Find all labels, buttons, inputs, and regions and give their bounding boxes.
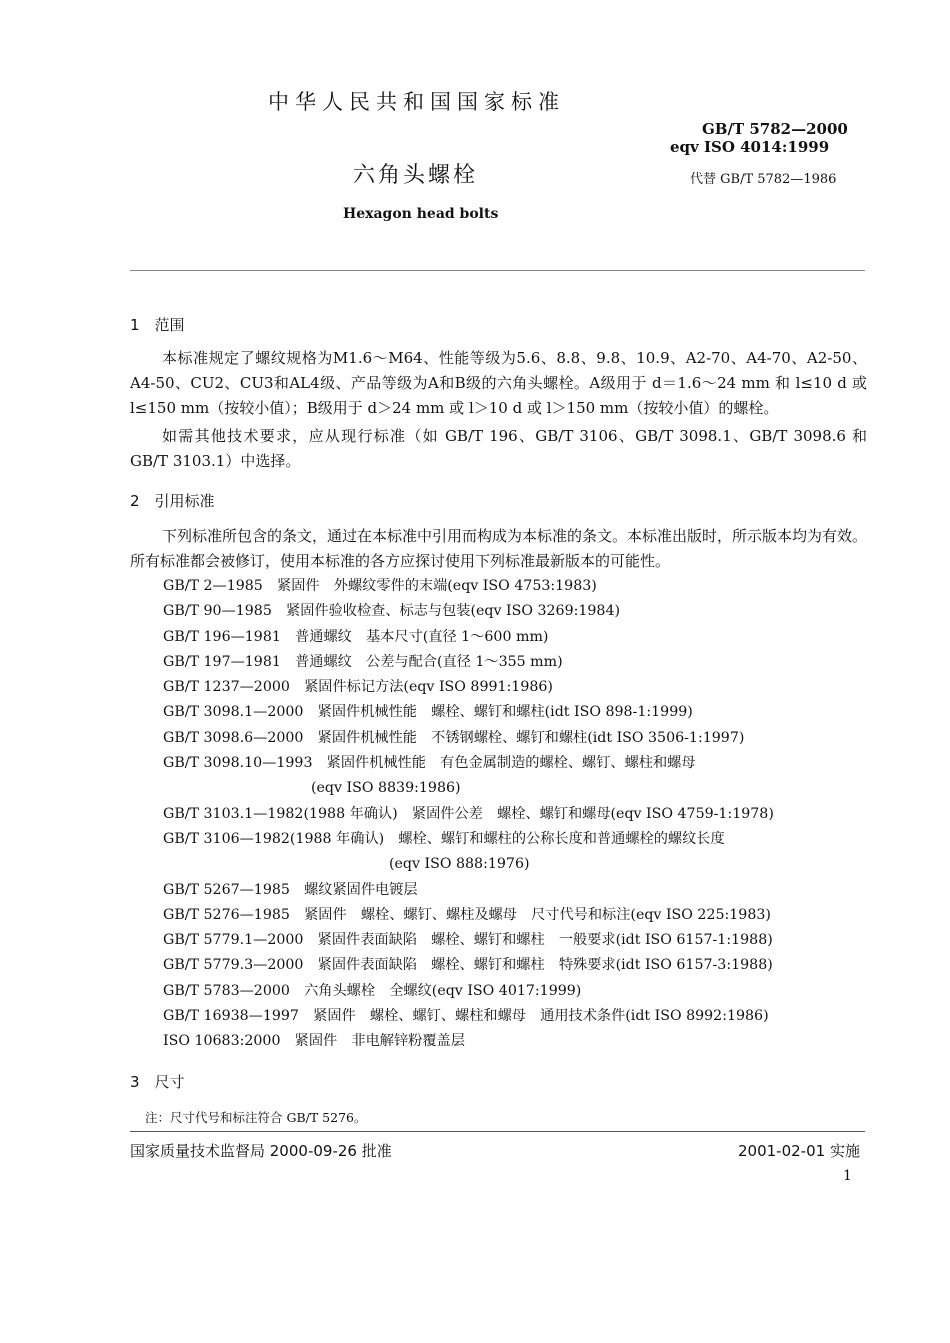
- reference-item: GB/T 5783—2000 六角头螺栓 全螺纹(eqv ISO 4017:1999): [163, 982, 582, 999]
- reference-item-continuation: (eqv ISO 8839:1986): [311, 780, 461, 797]
- reference-item: GB/T 3098.6—2000 紧固件机械性能 不锈钢螺栓、螺钉和螺柱(idt ISO 3506-1:1997): [163, 729, 745, 746]
- reference-item-continuation: (eqv ISO 888:1976): [389, 856, 530, 873]
- reference-item: GB/T 196—1981 普通螺纹 基本尺寸(直径 1～600 mm): [163, 628, 549, 645]
- reference-item: GB/T 5779.3—2000 紧固件表面缺陷 螺栓、螺钉和螺柱 特殊要求(idt ISO 6157-3:1988): [163, 957, 773, 974]
- standard-code: GB/T 5782—2000: [702, 120, 848, 138]
- reference-item: GB/T 2—1985 紧固件 外螺纹零件的末端(eqv ISO 4753:1983): [163, 578, 597, 594]
- reference-item: GB/T 5276—1985 紧固件 螺栓、螺钉、螺柱及螺母 尺寸代号和标注(eqv ISO 225:1983): [163, 906, 771, 923]
- section-2-heading: 2 引用标准: [130, 492, 215, 510]
- reference-list: [163, 574, 774, 1055]
- document-title: 六角头螺栓: [353, 163, 479, 188]
- header-divider: [130, 270, 865, 271]
- approval-info: 国家质量技术监督局 2000-09-26 批准: [130, 1142, 392, 1160]
- reference-item: GB/T 3098.1—2000 紧固件机械性能 螺栓、螺钉和螺柱(idt ISO 898-1:1999): [163, 704, 693, 721]
- reference-item: GB/T 16938—1997 紧固件 螺栓、螺钉、螺柱和螺母 通用技术条件(idt ISO 8992:1986): [163, 1008, 769, 1025]
- reference-item: GB/T 90—1985 紧固件验收检查、标志与包装(eqv ISO 3269:1984): [163, 603, 621, 620]
- english-title: Hexagon head bolts: [343, 206, 499, 222]
- reference-item: GB/T 3098.10—1993 紧固件机械性能 有色金属制造的螺栓、螺钉、螺柱和螺母: [163, 755, 696, 772]
- reference-item: GB/T 5267—1985 螺纹紧固件电镀层: [163, 881, 418, 898]
- section-2-intro: 下列标准所包含的条文，通过在本标准中引用而构成为本标准的条文。本标准出版时，所示版本均为有效。所有标准都会被修订，使用本标准的各方应探讨使用下列标准最新版本的可能性。: [130, 527, 868, 570]
- reference-item: GB/T 5779.1—2000 紧固件表面缺陷 螺栓、螺钉和螺柱 一般要求(idt ISO 6157-1:1988): [163, 932, 773, 949]
- section-1-paragraph-2: 如需其他技术要求，应从现行标准（如 GB/T 196、GB/T 3106、GB/T 3098.1、GB/T 3098.6 和 GB/T 3103.1）中选择。: [130, 427, 867, 470]
- section-1-paragraph-1: 本标准规定了螺纹规格为M1.6～M64、性能等级为5.6、8.8、9.8、10.9、A2-70、A4-70、A2-50、A4-50、CU2、CU3和AL4级、产品等级为A和B级的六角头螺栓。A级用于 d＝1.6～24 mm 和 l≤10 d 或 l≤150 mm（按较小值）；B级用于 d＞24 mm 或 l＞10 d 或 l＞150 mm（按较小值）的螺栓。: [130, 349, 867, 417]
- section-3-note: 注：尺寸代号和标注符合 GB/T 5276。: [145, 1110, 367, 1125]
- section-1-heading: 1 范围: [130, 316, 185, 334]
- national-standard-heading: 中华人民共和国国家标准: [268, 90, 565, 114]
- page-number: 1: [843, 1168, 852, 1184]
- reference-item: ISO 10683:2000 紧固件 非电解锌粉覆盖层: [163, 1033, 465, 1050]
- reference-item: GB/T 197—1981 普通螺纹 公差与配合(直径 1～355 mm): [163, 653, 563, 670]
- replaces-standard: 代替 GB/T 5782—1986: [690, 172, 837, 187]
- reference-item: GB/T 1237—2000 紧固件标记方法(eqv ISO 8991:1986): [163, 679, 553, 696]
- reference-item: GB/T 3106—1982(1988 年确认) 螺栓、螺钉和螺柱的公称长度和普通螺栓的螺纹长度: [163, 830, 725, 847]
- reference-item: GB/T 3103.1—1982(1988 年确认) 紧固件公差 螺栓、螺钉和螺母(eqv ISO 4759-1:1978): [163, 805, 774, 822]
- effective-date: 2001-02-01 实施: [738, 1142, 860, 1160]
- section-3-heading: 3 尺寸: [130, 1073, 185, 1091]
- footer-divider: [130, 1131, 865, 1132]
- equivalent-iso-code: eqv ISO 4014:1999: [670, 138, 830, 156]
